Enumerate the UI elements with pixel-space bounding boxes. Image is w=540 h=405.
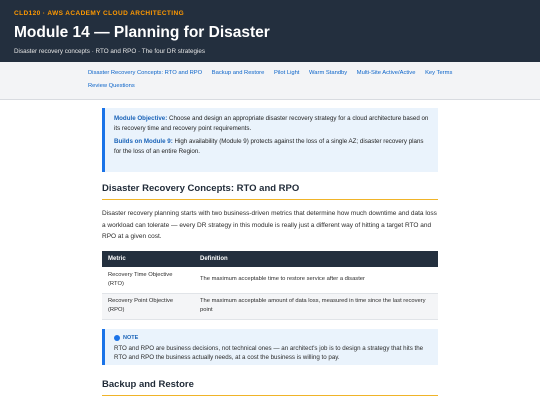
section-heading-backup-restore: Backup and Restore <box>102 379 438 396</box>
note-label: NOTE <box>123 334 139 341</box>
objective-callout <box>102 108 438 172</box>
table-header-row <box>102 251 438 267</box>
column-header-definition: Definition <box>194 251 438 267</box>
nav-row-2 <box>88 80 540 93</box>
nav-link-warm-standby[interactable]: Warm Standby <box>309 70 348 76</box>
column-header-metric: Metric <box>102 251 194 267</box>
note-text: RTO and RPO are business decisions, not technical ones — an architect's job is to design a strategy that hits the RTO and RPO the business actually needs, at a cost the business is willing to pay. <box>114 344 424 361</box>
note-callout <box>102 329 438 365</box>
nav-link-review-questions[interactable]: Review Questions <box>88 83 135 89</box>
page-subtitle: Disaster recovery concepts · RTO and RPO · The four DR strategies <box>14 48 206 55</box>
section-nav <box>0 62 540 100</box>
objective-body: Choose and design an appropriate disaster recovery strategy for a cloud architecture based on its recovery time and recovery point requirements. <box>114 115 429 132</box>
builds-on-body: High availability (Module 9) protects against the loss of a single AZ; disaster recovery plans for the loss of an entire Region. <box>114 138 424 155</box>
nav-link-pilot-light[interactable]: Pilot Light <box>273 70 300 76</box>
main-content <box>102 108 438 396</box>
info-dot-icon <box>114 335 120 341</box>
objective-label: Module Objective: <box>114 115 168 122</box>
nav-link-multi-site[interactable]: Multi-Site Active/Active <box>356 70 416 76</box>
nav-link-backup-restore[interactable]: Backup and Restore <box>211 70 265 76</box>
table-cell-metric: Recovery Point Objective (RPO) <box>102 293 194 319</box>
section-intro-paragraph: Disaster recovery planning starts with two business-driven metrics that determine how much downtime and data loss a workload can tolerate — every DR strategy in this module is really just a different way of hitting a target RTO and RPO at a given cost. <box>102 210 437 240</box>
table-row <box>102 267 438 293</box>
metrics-table <box>102 251 438 320</box>
table-cell-metric: Recovery Time Objective (RTO) <box>102 267 194 293</box>
builds-on-text <box>114 137 430 157</box>
note-header <box>114 334 430 342</box>
table-cell-definition: The maximum acceptable amount of data loss, measured in time since the last recovery point <box>194 293 438 319</box>
objective-text <box>114 114 430 134</box>
builds-on-label: Builds on Module 9: <box>114 138 173 145</box>
nav-link-rto-rpo[interactable]: Disaster Recovery Concepts: RTO and RPO <box>88 70 203 76</box>
section-heading-rto-rpo: Disaster Recovery Concepts: RTO and RPO <box>102 183 438 200</box>
course-eyebrow: CLD120 · AWS ACADEMY CLOUD ARCHITECTING <box>14 10 185 17</box>
table-cell-definition: The maximum acceptable time to restore service after a disaster <box>194 267 438 293</box>
nav-row-1 <box>88 67 540 80</box>
nav-link-key-terms[interactable]: Key Terms <box>425 70 453 76</box>
page-title: Module 14 — Planning for Disaster <box>14 24 270 41</box>
page-header <box>0 0 540 62</box>
table-row <box>102 293 438 319</box>
